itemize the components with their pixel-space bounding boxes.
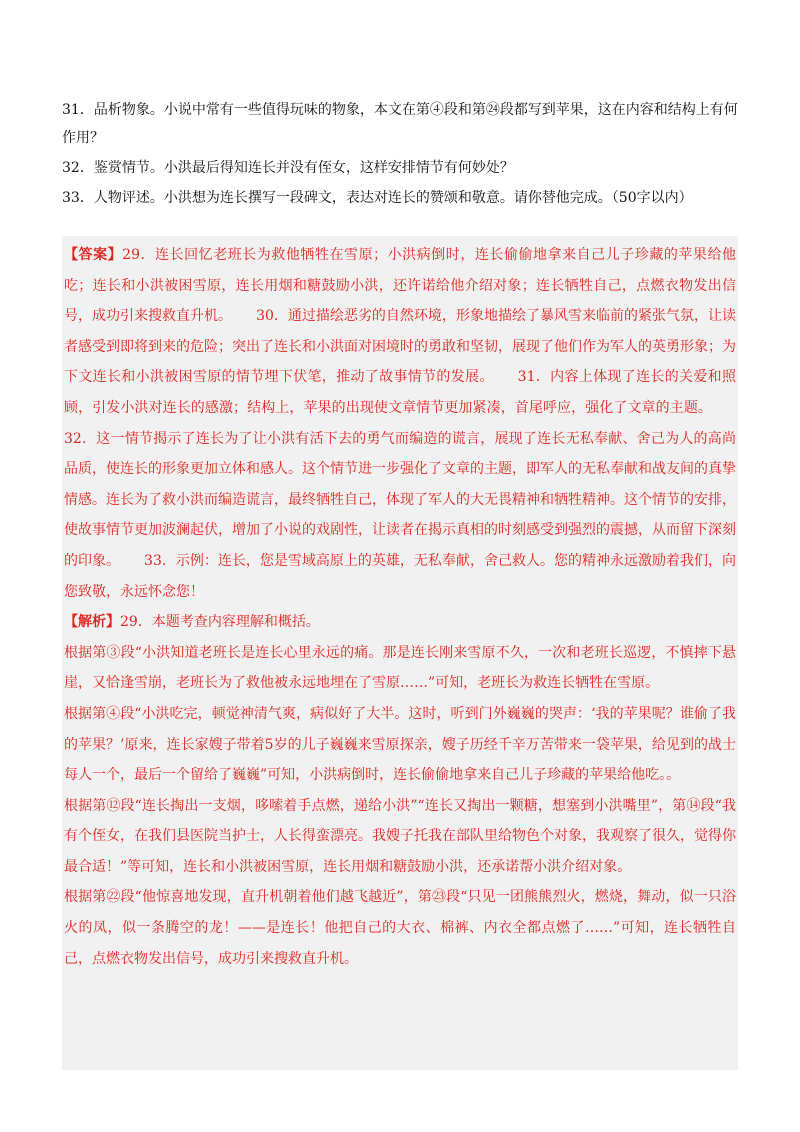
answer-29: 29．连长回忆老班长为救他牺牲在雪原；小洪病倒时，连长偷偷地拿来自己儿子珍藏的苹果给他吃；连长和小洪被困雪原，连长用烟和糖鼓励小洪，还许诺给他介绍对象；连长牺牲自己，点燃衣物发出信号，成功引来搜救直升机。 xyxy=(64,247,737,325)
analysis-paragraph-2: 根据第④段“小洪吃完，顿觉神清气爽，病似好了大半。这时，听到门外巍巍的哭声：‘我的苹果呢？谁偷了我的苹果？’原来，连长家嫂子带着5岁的儿子巍巍来雪原探亲，嫂子历经千辛万苦带来一袋苹果，给见到的战士每人一个，最后一个留给了巍巍”可知，小洪病倒时，连长偷偷地拿来自己儿子珍藏的苹果给他吃。。 xyxy=(64,705,736,784)
question-31: 31．品析物象。小说中常有一些值得玩味的物象，本文在第④段和第㉔段都写到苹果，这在内容和结构上有何作用？ xyxy=(62,102,738,146)
question-33: 33．人物评述。小洪想为连长撰写一段碑文，表达对连长的赞颂和敬意。请你替他完成。（50字以内） xyxy=(62,190,693,206)
analysis-intro xyxy=(64,607,736,638)
analysis-paragraph-1: 根据第③段“小洪知道老班长是连长心里永远的痛。那是连长刚来雪原不久，一次和老班长巡逻，不慎摔下悬崖，又恰逢雪崩，老班长为了救他被永远地埋在了雪原……”可知，老班长为救连长牺牲在雪原。 xyxy=(64,644,736,692)
analysis-paragraph-3: 根据第⑫段“连长掏出一支烟，哆嗦着手点燃，递给小洪”“连长又掏出一颗糖，想塞到小洪嘴里”，第⑭段“我有个侄女，在我们县医院当护士，人长得蛮漂亮。我嫂子托我在部队里给物色个对象，我观察了很久，觉得你最合适！”等可知，连长和小洪被困雪原，连长用烟和糖鼓励小洪，还承诺帮小洪介绍对象。 xyxy=(64,797,736,875)
answer-31: 31．内容上体现了连长的关爱和照顾，引发小洪对连长的感激；结构上，苹果的出现使文章情节更加紧凑，首尾呼应，强化了文章的主题。 xyxy=(64,369,736,416)
answer-paragraph xyxy=(64,240,736,607)
answer-33: 33．示例：连长，您是雪域高原上的英雄，无私奉献，舍己救人。您的精神永远激励着我们，向您致敬，永远怀念您！ xyxy=(64,552,737,600)
analysis-intro-text: 29．本题考查内容理解和概括。 xyxy=(120,614,320,631)
analysis-paragraph-4: 根据第㉒段“他惊喜地发现，直升机朝着他们越飞越近”，第㉓段“只见一团熊熊烈火，燃烧，舞动，似一只浴火的凤，似一条腾空的龙！——是连长！他把自己的大衣、棉裤、内衣全都点燃了……”可知，连长牺牲自己，点燃衣物发出信号，成功引来搜救直升机。 xyxy=(64,889,736,967)
answer-32: 32．这一情节揭示了连长为了让小洪有活下去的勇气而编造的谎言，展现了连长无私奉献、舍己为人的高尚品质，使连长的形象更加立体和感人。这个情节进一步强化了文章的主题，即军人的无私奉献和战友间的真挚情感。连长为了救小洪而编造谎言，最终牺牲自己，体现了军人的大无畏精神和牺牲精神。这个情节的安排，使故事情节更加波澜起伏，增加了小说的戏剧性，让读者在揭示真相的时刻感受到强烈的震撼，从而留下深刻的印象。 xyxy=(64,430,736,569)
question-list xyxy=(62,96,738,214)
answer-analysis-box xyxy=(62,236,738,1070)
analysis-tag: 【解析】 xyxy=(64,614,120,631)
answer-30: 30．通过描绘恶劣的自然环境，形象地描绘了暴风雪来临前的紧张气氛，让读者感受到即将到来的危险；突出了连长和小洪面对困境时的勇敢和坚韧，展现了他们作为军人的英勇形象；为下文连长和小洪被困雪原的情节埋下伏笔，推动了故事情节的发展。 xyxy=(64,308,737,386)
question-32: 32．鉴赏情节。小洪最后得知连长并没有侄女，这样安排情节有何妙处？ xyxy=(62,160,514,176)
answer-tag: 【答案】 xyxy=(64,247,123,263)
